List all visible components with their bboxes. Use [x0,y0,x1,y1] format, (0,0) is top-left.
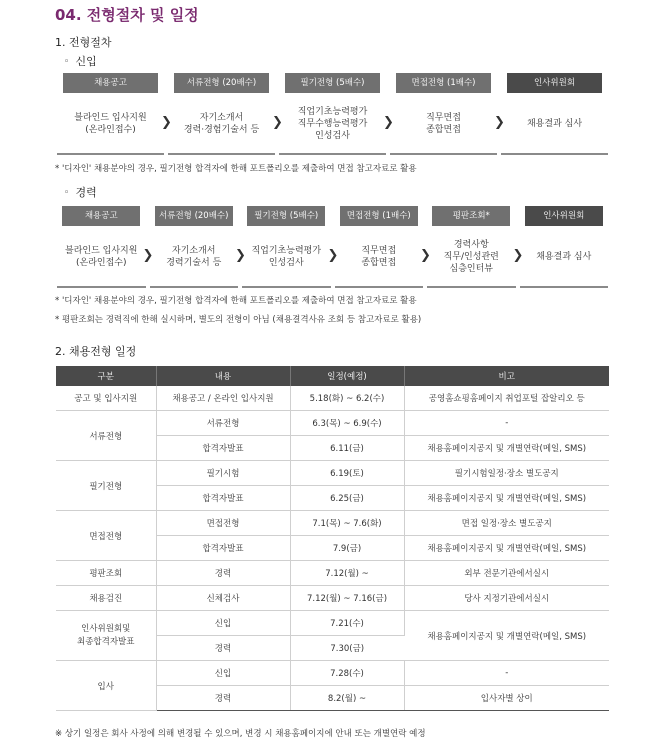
table-header-row [56,366,609,386]
table-cell [56,611,156,661]
chevron-right-icon: ❯ [494,115,505,130]
step-description-line: 블라인드 입사지원 [74,113,147,123]
label-experienced-text: 경력 [75,186,97,199]
step-underline [279,153,386,155]
note-experienced-2: * 평판조회는 경력직에 한해 실시하며, 별도의 전형이 아님 (채용결격사유 조회 등 참고자료로 활용) [55,315,422,325]
chevron-right-icon: ❯ [235,248,246,263]
table-row [56,411,609,436]
section-heading-process: 1. 전형절차 [55,36,112,49]
col-header: 일정(예정) [290,366,404,386]
step-description-line: 경력기술서 등 [166,258,222,268]
chevron-right-icon: ❯ [142,248,154,263]
step-description [148,232,241,282]
table-row [56,661,609,686]
table-cell: 필기시험 [156,461,290,486]
step-header: 인사위원회 [525,206,603,226]
step-description-line: 인성검사 [268,258,304,268]
step-description-line: 블라인드 입사지원 [65,246,138,256]
table-cell: 6.19(토) [290,461,404,486]
chevron-right-icon: ❯ [383,115,394,130]
step-header: 인사위원회 [507,73,602,93]
step-header: 면접전형 (1배수) [340,206,418,226]
step-header: 채용공고 [62,206,140,226]
table-cell: 채용검진 [56,586,156,611]
table-cell: 공고 및 입사지원 [56,386,156,411]
step-description-line: 심층인터뷰 [449,264,493,274]
table-cell: 면접전형 [56,511,156,561]
step-underline [150,286,239,288]
table-cell: 6.3(목) ~ 6.9(수) [290,411,404,436]
step-description [166,99,277,149]
page-title: 04. 전형절차 및 일정 [55,6,199,24]
table-cell: 6.25(금) [290,486,404,511]
table-cell: 5.18(화) ~ 6.2(수) [290,386,404,411]
table-cell: 7.30(금) [290,636,404,661]
table-row [56,386,609,411]
chevron-right-icon: ❯ [512,248,524,263]
step-description-line: 직무면접 [361,246,397,256]
step-header: 서류전형 (20배수) [174,73,269,93]
step-description-line: 직무/인성관련 [443,252,499,262]
note-new: * '디자인' 채용분야의 경우, 필기전형 합격자에 한해 포트폴리오를 제출하여 면접 참고자료로 활용 [55,164,417,174]
footer-note: ※ 상기 일정은 회사 사정에 의해 변경될 수 있으며, 변경 시 채용홈페이지에 안내 또는 개별연락 예정 [55,729,426,739]
table-cell: 7.12(월) ~ 7.16(금) [290,586,404,611]
step-description [55,99,166,149]
table-cell: 7.21(수) [290,611,404,636]
table-cell: 채용홈페이지공지 및 개별연락(메일, SMS) [404,536,609,561]
step-description-line: (온라인접수) [76,258,127,268]
table-cell: 채용공고 / 온라인 입사지원 [156,386,290,411]
step-header: 필기전형 (5배수) [285,73,380,93]
step-underline [57,286,146,288]
step-underline [390,153,497,155]
table-cell: 채용홈페이지공지 및 개별연락(메일, SMS) [404,486,609,511]
table-cell-line: 최종합격자발표 [77,636,135,647]
table-cell: 면접전형 [156,511,290,536]
table-cell: 합격자발표 [156,436,290,461]
table-cell: 합격자발표 [156,536,290,561]
label-new: ◦ 신입 [64,55,97,68]
table-cell-line: 인사위원회및 [81,623,131,634]
table-cell: 6.11(금) [290,436,404,461]
step-header: 서류전형 (20배수) [155,206,233,226]
step-underline [501,153,608,155]
step-underline [335,286,424,288]
table-cell: 7.12(월) ~ [290,561,404,586]
step-description [277,99,388,149]
table-cell: 입사 [56,661,156,711]
chevron-right-icon: ❯ [420,248,431,263]
table-cell: 신입 [156,661,290,686]
step-description-line: 직무면접 [426,113,461,123]
step-description-line: 종합면접 [426,125,461,135]
table-cell: 채용홈페이지공지 및 개별연락(메일, SMS) [404,611,609,661]
step-header: 필기전형 (5배수) [247,206,325,226]
step-header: 채용공고 [63,73,158,93]
table-cell: 경력 [156,686,290,711]
table-cell: 채용홈페이지공지 및 개별연락(메일, SMS) [404,436,609,461]
col-header: 비고 [404,366,609,386]
table-cell: 면접 일정·장소 별도공지 [404,511,609,536]
table-cell: 합격자발표 [156,486,290,511]
section-heading-schedule: 2. 채용전형 일정 [55,345,137,358]
step-description-line: 경력·경험기술서 등 [183,125,260,135]
step-description [425,232,518,282]
table-cell: 당사 지정기관에서실시 [404,586,609,611]
table-row [56,511,609,536]
table-cell: 입사자별 상이 [404,686,609,711]
step-description-line: 채용결과 심사 [536,252,592,262]
schedule-table [56,366,609,711]
step-description [518,232,611,282]
table-row [56,561,609,586]
table-cell: 평판조회 [56,561,156,586]
step-description [240,232,333,282]
table-cell: 서류전형 [156,411,290,436]
table-cell: 신체검사 [156,586,290,611]
col-header: 내용 [156,366,290,386]
note-experienced-1: * '디자인' 채용분야의 경우, 필기전형 합격자에 한해 포트폴리오를 제출하여 면접 참고자료로 활용 [55,296,417,306]
label-experienced: ◦ 경력 [64,186,97,199]
table-cell: 신입 [156,611,290,636]
step-underline [242,286,331,288]
table-cell: 7.9(금) [290,536,404,561]
label-new-text: 신입 [75,55,97,68]
step-description [388,99,499,149]
step-description-line: 자기소개서 [172,246,216,256]
table-cell: 7.1(목) ~ 7.6(화) [290,511,404,536]
step-description-line: 자기소개서 [199,113,244,123]
col-header: 구분 [56,366,156,386]
table-row [56,611,609,636]
step-description-line: 경력사항 [453,240,489,250]
step-header: 면접전형 (1배수) [396,73,491,93]
table-cell: 외부 전문기관에서실시 [404,561,609,586]
step-underline [427,286,516,288]
table-cell: 서류전형 [56,411,156,461]
table-row [56,586,609,611]
table-cell: 8.2(월) ~ [290,686,404,711]
step-description [55,232,148,282]
step-description-line: (온라인접수) [85,125,136,135]
step-description-line: 직업기초능력평가 [297,107,368,117]
step-description-line: 종합면접 [361,258,397,268]
table-cell: 필기전형 [56,461,156,511]
step-description-line: 채용결과 심사 [526,119,583,129]
table-cell: 7.28(수) [290,661,404,686]
step-description-line: 직무수행능력평가 [297,119,368,129]
table-cell: 공영홈쇼핑홈페이지 취업포털 잡알리오 등 [404,386,609,411]
step-description [333,232,426,282]
step-underline [520,286,609,288]
table-cell: 경력 [156,636,290,661]
step-description-line: 인성검사 [315,131,350,141]
chevron-right-icon: ❯ [272,115,283,130]
table-cell: - [404,661,609,686]
table-cell: 필기시험일정·장소 별도공지 [404,461,609,486]
table-row [56,461,609,486]
chevron-right-icon: ❯ [327,248,339,263]
table-cell: 경력 [156,561,290,586]
step-description-line: 직업기초능력평가 [251,246,322,256]
step-header: 평판조회* [432,206,510,226]
table-cell: - [404,411,609,436]
chevron-right-icon: ❯ [161,115,172,130]
step-underline [57,153,164,155]
step-description [499,99,610,149]
step-underline [168,153,275,155]
